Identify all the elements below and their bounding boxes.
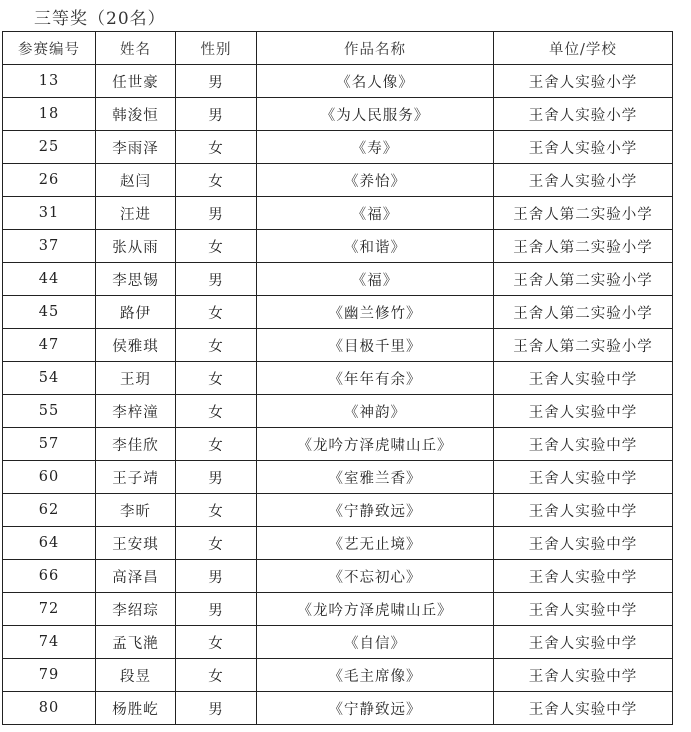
- table-row: [3, 659, 673, 692]
- work-title-cell: 《福》: [257, 263, 494, 296]
- gender-cell: 女: [176, 131, 257, 164]
- work-title-cell: 《室雅兰香》: [257, 461, 494, 494]
- gender-cell: 女: [176, 164, 257, 197]
- work-title-cell: 《年年有余》: [257, 362, 494, 395]
- table-row: [3, 461, 673, 494]
- table-header-row: [3, 32, 673, 65]
- gender-cell: 女: [176, 659, 257, 692]
- name-cell: 杨胜屹: [96, 692, 176, 725]
- work-title-cell: 《目极千里》: [257, 329, 494, 362]
- entry-number-cell: 60: [3, 461, 96, 494]
- school-cell: 王舍人实验中学: [494, 560, 673, 593]
- gender-cell: 女: [176, 527, 257, 560]
- work-title-cell: 《龙吟方泽虎啸山丘》: [257, 428, 494, 461]
- school-cell: 王舍人实验中学: [494, 626, 673, 659]
- entry-number-cell: 64: [3, 527, 96, 560]
- gender-cell: 男: [176, 197, 257, 230]
- gender-cell: 男: [176, 560, 257, 593]
- school-cell: 王舍人实验中学: [494, 593, 673, 626]
- table-row: [3, 626, 673, 659]
- header-work-title: 作品名称: [257, 32, 494, 65]
- table-row: [3, 164, 673, 197]
- work-title-cell: 《养怡》: [257, 164, 494, 197]
- work-title-cell: 《福》: [257, 197, 494, 230]
- school-cell: 王舍人第二实验小学: [494, 329, 673, 362]
- work-title-cell: 《为人民服务》: [257, 98, 494, 131]
- table-row: [3, 263, 673, 296]
- table-row: [3, 362, 673, 395]
- school-cell: 王舍人实验中学: [494, 362, 673, 395]
- school-cell: 王舍人第二实验小学: [494, 230, 673, 263]
- name-cell: 李佳欣: [96, 428, 176, 461]
- gender-cell: 女: [176, 494, 257, 527]
- work-title-cell: 《宁静致远》: [257, 494, 494, 527]
- school-cell: 王舍人第二实验小学: [494, 263, 673, 296]
- table-row: [3, 395, 673, 428]
- school-cell: 王舍人第二实验小学: [494, 197, 673, 230]
- header-entry-number: 参赛编号: [3, 32, 96, 65]
- entry-number-cell: 79: [3, 659, 96, 692]
- name-cell: 段昱: [96, 659, 176, 692]
- school-cell: 王舍人实验小学: [494, 164, 673, 197]
- awards-table: [2, 31, 673, 725]
- gender-cell: 男: [176, 461, 257, 494]
- name-cell: 王子靖: [96, 461, 176, 494]
- name-cell: 王玥: [96, 362, 176, 395]
- name-cell: 韩浚恒: [96, 98, 176, 131]
- name-cell: 高泽昌: [96, 560, 176, 593]
- gender-cell: 女: [176, 329, 257, 362]
- entry-number-cell: 74: [3, 626, 96, 659]
- gender-cell: 女: [176, 296, 257, 329]
- entry-number-cell: 54: [3, 362, 96, 395]
- school-cell: 王舍人实验中学: [494, 527, 673, 560]
- table-body: [3, 65, 673, 725]
- table-row: [3, 98, 673, 131]
- entry-number-cell: 25: [3, 131, 96, 164]
- school-cell: 王舍人实验中学: [494, 395, 673, 428]
- name-cell: 赵闫: [96, 164, 176, 197]
- school-cell: 王舍人第二实验小学: [494, 296, 673, 329]
- table-row: [3, 197, 673, 230]
- header-name: 姓名: [96, 32, 176, 65]
- name-cell: 路伊: [96, 296, 176, 329]
- entry-number-cell: 13: [3, 65, 96, 98]
- name-cell: 张从雨: [96, 230, 176, 263]
- work-title-cell: 《不忘初心》: [257, 560, 494, 593]
- section-title: 三等奖（20名）: [34, 9, 166, 29]
- name-cell: 李昕: [96, 494, 176, 527]
- table-row: [3, 65, 673, 98]
- school-cell: 王舍人实验中学: [494, 461, 673, 494]
- name-cell: 任世豪: [96, 65, 176, 98]
- work-title-cell: 《毛主席像》: [257, 659, 494, 692]
- entry-number-cell: 66: [3, 560, 96, 593]
- table-row: [3, 692, 673, 725]
- entry-number-cell: 47: [3, 329, 96, 362]
- school-cell: 王舍人实验小学: [494, 131, 673, 164]
- name-cell: 孟飞滟: [96, 626, 176, 659]
- table-row: [3, 296, 673, 329]
- gender-cell: 女: [176, 428, 257, 461]
- school-cell: 王舍人实验中学: [494, 494, 673, 527]
- table-row: [3, 428, 673, 461]
- header-gender: 性别: [176, 32, 257, 65]
- school-cell: 王舍人实验中学: [494, 692, 673, 725]
- table-row: [3, 560, 673, 593]
- entry-number-cell: 44: [3, 263, 96, 296]
- gender-cell: 男: [176, 65, 257, 98]
- entry-number-cell: 31: [3, 197, 96, 230]
- entry-number-cell: 55: [3, 395, 96, 428]
- table-row: [3, 230, 673, 263]
- name-cell: 王安琪: [96, 527, 176, 560]
- school-cell: 王舍人实验小学: [494, 98, 673, 131]
- gender-cell: 女: [176, 626, 257, 659]
- name-cell: 李梓潼: [96, 395, 176, 428]
- work-title-cell: 《宁静致远》: [257, 692, 494, 725]
- gender-cell: 男: [176, 98, 257, 131]
- work-title-cell: 《自信》: [257, 626, 494, 659]
- name-cell: 李绍琮: [96, 593, 176, 626]
- entry-number-cell: 18: [3, 98, 96, 131]
- table-row: [3, 527, 673, 560]
- gender-cell: 男: [176, 692, 257, 725]
- work-title-cell: 《和谐》: [257, 230, 494, 263]
- work-title-cell: 《寿》: [257, 131, 494, 164]
- school-cell: 王舍人实验小学: [494, 65, 673, 98]
- school-cell: 王舍人实验中学: [494, 428, 673, 461]
- entry-number-cell: 57: [3, 428, 96, 461]
- table-row: [3, 593, 673, 626]
- name-cell: 李思锡: [96, 263, 176, 296]
- name-cell: 汪进: [96, 197, 176, 230]
- work-title-cell: 《名人像》: [257, 65, 494, 98]
- work-title-cell: 《神韵》: [257, 395, 494, 428]
- gender-cell: 女: [176, 362, 257, 395]
- table-row: [3, 131, 673, 164]
- entry-number-cell: 26: [3, 164, 96, 197]
- gender-cell: 男: [176, 263, 257, 296]
- entry-number-cell: 37: [3, 230, 96, 263]
- work-title-cell: 《艺无止境》: [257, 527, 494, 560]
- entry-number-cell: 45: [3, 296, 96, 329]
- work-title-cell: 《龙吟方泽虎啸山丘》: [257, 593, 494, 626]
- entry-number-cell: 80: [3, 692, 96, 725]
- entry-number-cell: 72: [3, 593, 96, 626]
- gender-cell: 男: [176, 593, 257, 626]
- name-cell: 侯雅琪: [96, 329, 176, 362]
- gender-cell: 女: [176, 230, 257, 263]
- school-cell: 王舍人实验中学: [494, 659, 673, 692]
- name-cell: 李雨泽: [96, 131, 176, 164]
- table-row: [3, 494, 673, 527]
- header-school: 单位/学校: [494, 32, 673, 65]
- gender-cell: 女: [176, 395, 257, 428]
- work-title-cell: 《幽兰修竹》: [257, 296, 494, 329]
- entry-number-cell: 62: [3, 494, 96, 527]
- table-row: [3, 329, 673, 362]
